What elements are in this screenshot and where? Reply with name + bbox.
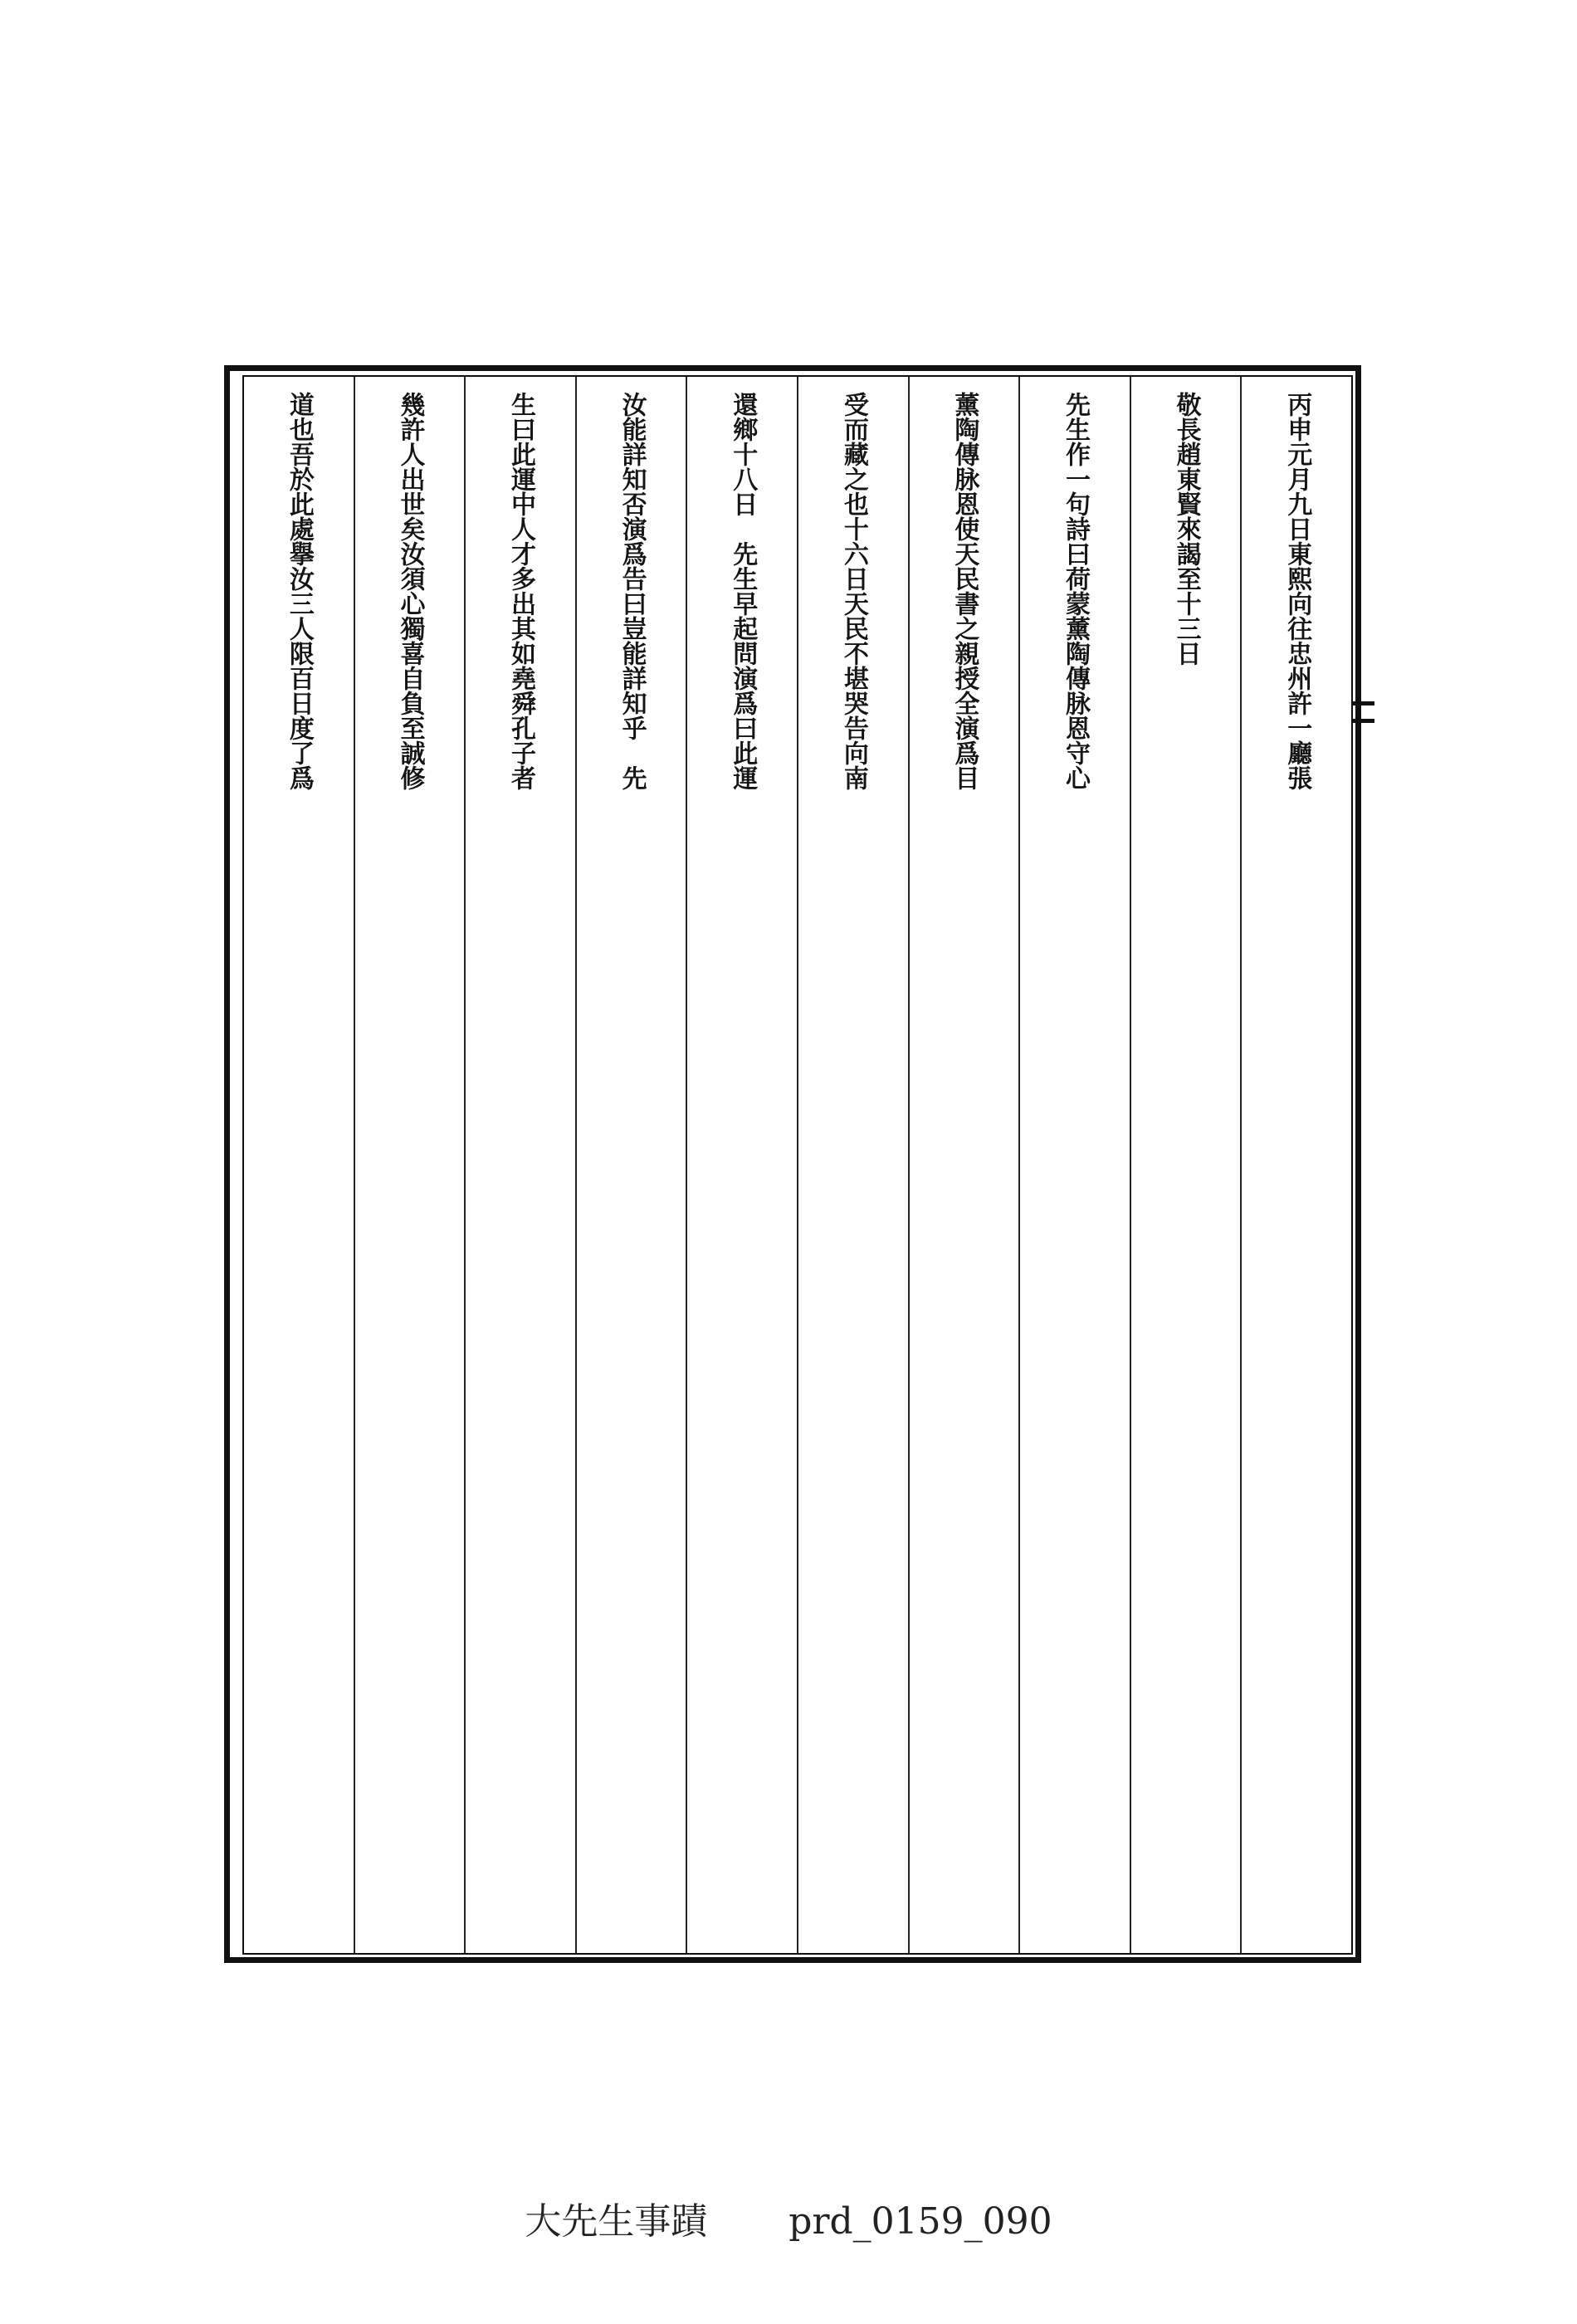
page-ear-mark <box>1353 701 1374 723</box>
text-column <box>686 377 797 1953</box>
column-text: 丙申元月九日東熙向往忠州許一廳張 <box>1282 392 1312 790</box>
text-column <box>464 377 575 1953</box>
text-column <box>575 377 686 1953</box>
caption-title: 大先生事蹟 <box>525 2200 708 2243</box>
column-text: 幾許人出世矣汝須心獨喜自負至誠修 <box>395 392 425 790</box>
text-column <box>1240 377 1351 1953</box>
text-column <box>908 377 1019 1953</box>
text-column <box>797 377 908 1953</box>
column-text: 生曰此運中人才多出其如堯舜孔子者 <box>506 392 536 790</box>
column-text: 先生作一句詩曰荷蒙薰陶傳脉恩守心 <box>1061 392 1091 790</box>
column-text: 受而藏之也十六日天民不堪哭告向南 <box>838 392 868 790</box>
page-caption <box>0 2191 1577 2244</box>
column-text: 敬長趙東賢來謁至十三日 <box>1171 392 1201 666</box>
column-text: 還鄉十八日 先生早起問演爲曰此運 <box>728 392 758 790</box>
text-column <box>354 377 465 1953</box>
caption-code: prd_0159_090 <box>788 2200 1052 2243</box>
column-text: 薰陶傳脉恩使天民書之親授全演爲目 <box>950 392 979 790</box>
text-column <box>1018 377 1130 1953</box>
column-text: 汝能詳知否演爲告曰豈能詳知乎 先 <box>617 392 647 790</box>
text-column <box>244 377 354 1953</box>
text-column <box>1130 377 1241 1953</box>
text-columns <box>244 377 1351 1953</box>
bordered-text-block <box>224 365 1361 1963</box>
column-text: 道也吾於此處擧汝三人限百日度了爲 <box>284 392 314 790</box>
